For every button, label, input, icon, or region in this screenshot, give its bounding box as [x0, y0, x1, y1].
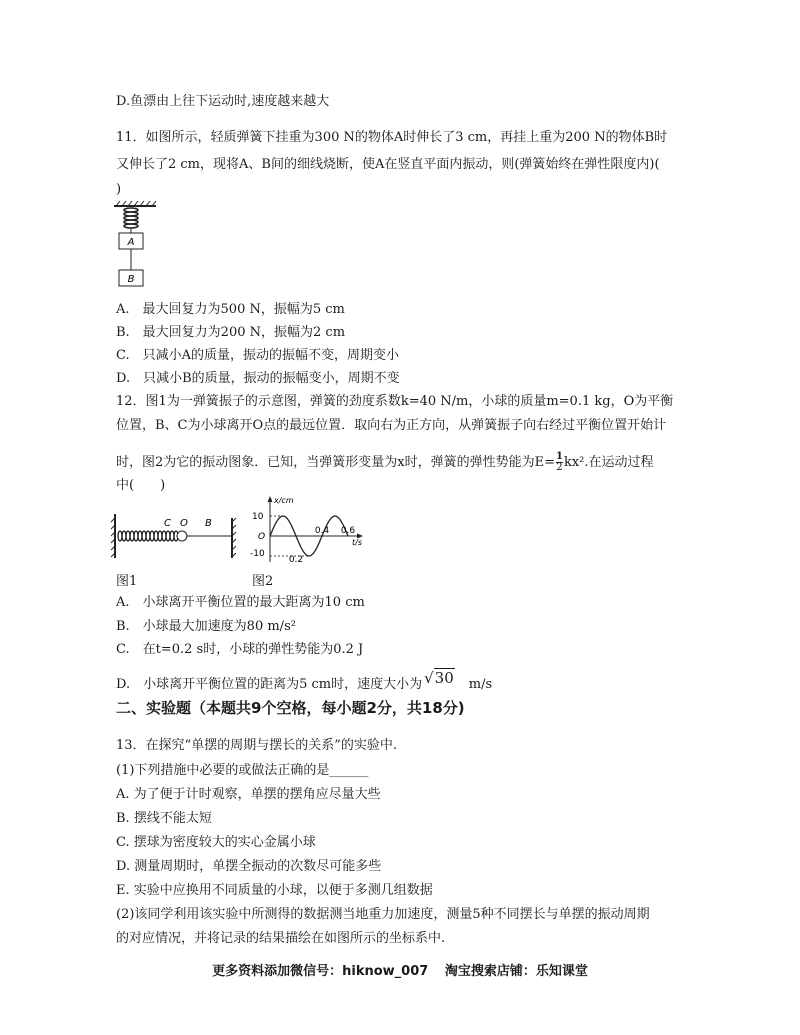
y-tick-10: 10: [252, 512, 264, 522]
fig1-label-c: C: [164, 518, 171, 529]
fraction-denominator: 2: [556, 462, 563, 473]
q12-stem-line4: 中( ): [116, 478, 166, 493]
sqrt-radicand: 30: [434, 669, 454, 687]
origin-label: O: [258, 532, 266, 542]
q13-option-a: A. 为了便于计时观察，单摆的摆角应尽量大些: [116, 787, 381, 802]
q13-option-e: E. 实验中应换用不同质量的小球，以便于多测几组数据: [116, 883, 433, 898]
q12-option-b: B. 小球最大加速度为80 m/s²: [116, 619, 296, 634]
q11-option-c: C. 只减小A的质量，振动的振幅不变，周期变小: [116, 348, 400, 363]
figure-1-oscillator: [110, 510, 240, 562]
fig1-label-o: O: [180, 518, 188, 529]
fraction: [556, 452, 563, 473]
x-tick-0.2: 0.2: [288, 555, 304, 565]
figure-2-caption: 图2: [252, 574, 274, 589]
q12-option-a: A. 小球离开平衡位置的最大距离为10 cm: [116, 595, 365, 610]
q12-stem-line3-b: kx².在运动过程: [563, 455, 654, 470]
footer-shop: 淘宝搜索店铺：乐知课堂: [444, 964, 588, 979]
footer-wechat: 更多资料添加微信号：hiknow_007: [212, 964, 429, 979]
vertical-spring: [124, 208, 138, 228]
q12-option-d: [116, 669, 493, 695]
spring-block-figure: [112, 200, 162, 292]
q13-option-d: D. 测量周期时，单摆全振动的次数尽可能多些: [116, 859, 382, 874]
y-tick-neg10: -10: [250, 549, 265, 559]
q12-stem-line2: 位置，B、C为小球离开O点的最远位置．取向右为正方向，从弹簧振子向右经过平衡位置开始计: [116, 418, 667, 433]
figure-1-caption: 图1: [116, 574, 138, 589]
oscillator-ball: [177, 531, 187, 541]
q12-option-c: C. 在t=0.2 s时，小球的弹性势能为0.2 J: [116, 642, 364, 657]
q11-option-a: A. 最大回复力为500 N，振幅为5 cm: [116, 302, 345, 317]
y-axis-arrow: [268, 496, 273, 502]
fig1-label-b: B: [205, 518, 212, 529]
q11-option-d: D. 只减小B的质量，振动的振幅变小，周期不变: [116, 371, 400, 386]
page-footer: [0, 960, 800, 979]
q11-option-b: B. 最大回复力为200 N，振幅为2 cm: [116, 325, 346, 340]
q11-stem-line2: 又伸长了2 cm，现将A、B间的细线烧断，使A在竖直平面内振动，则(弹簧始终在弹性限度内)(: [116, 157, 660, 172]
figure-2-chart: [250, 494, 370, 566]
q13-part2-line1: (2)该同学利用该实验中所测得的数据测当地重力加速度，测量5种不同摆长与单摆的振动周期: [116, 907, 650, 922]
q12-option-d-unit: m/s: [468, 677, 493, 692]
q12-stem-line1: 12．图1为一弹簧振子的示意图，弹簧的劲度系数k=40 N/m，小球的质量m=0.1 kg，O为平衡: [116, 394, 674, 409]
q12-option-d-text: D. 小球离开平衡位置的距离为5 cm时，速度大小为: [116, 677, 423, 692]
q13-option-b: B. 摆线不能太短: [116, 811, 212, 826]
block-a-label: A: [127, 237, 135, 248]
q10-option-d: D.鱼漂由上往下运动时,速度越来越大: [116, 94, 330, 109]
q13-stem-line1: 13．在探究“单摆的周期与摆长的关系”的实验中.: [116, 738, 397, 753]
block-b-label: B: [127, 274, 135, 285]
fraction-numerator: 1: [556, 451, 563, 462]
q13-part1: (1)下列措施中必要的或做法正确的是______: [116, 763, 369, 778]
y-axis-label: x/cm: [274, 496, 294, 505]
q13-option-c: C. 摆球为密度较大的实心金属小球: [116, 835, 316, 850]
x-tick-0.6: 0.6: [340, 526, 356, 536]
q12-stem-line3: [116, 452, 654, 473]
x-axis-label: t/s: [352, 538, 362, 547]
horizontal-spring: [118, 531, 178, 541]
q11-stem-line1: 11．如图所示，轻质弹簧下挂重为300 N的物体A时伸长了3 cm，再挂上重为200 N的物体B时: [116, 130, 668, 145]
q13-part2-line2: 的对应情况，并将记录的结果描绘在如图所示的坐标系中.: [116, 931, 446, 946]
sqrt-expression: √30: [424, 669, 454, 687]
q11-stem-line3: ): [116, 182, 122, 197]
section-2-heading: 二、实验题（本题共9个空格，每小题2分，共18分): [116, 699, 465, 717]
q12-stem-line3-a: 时，图2为它的振动图象．已知，当弹簧形变量为x时，弹簧的弹性势能为E=: [116, 455, 555, 470]
x-tick-0.4: 0.4: [314, 526, 330, 536]
